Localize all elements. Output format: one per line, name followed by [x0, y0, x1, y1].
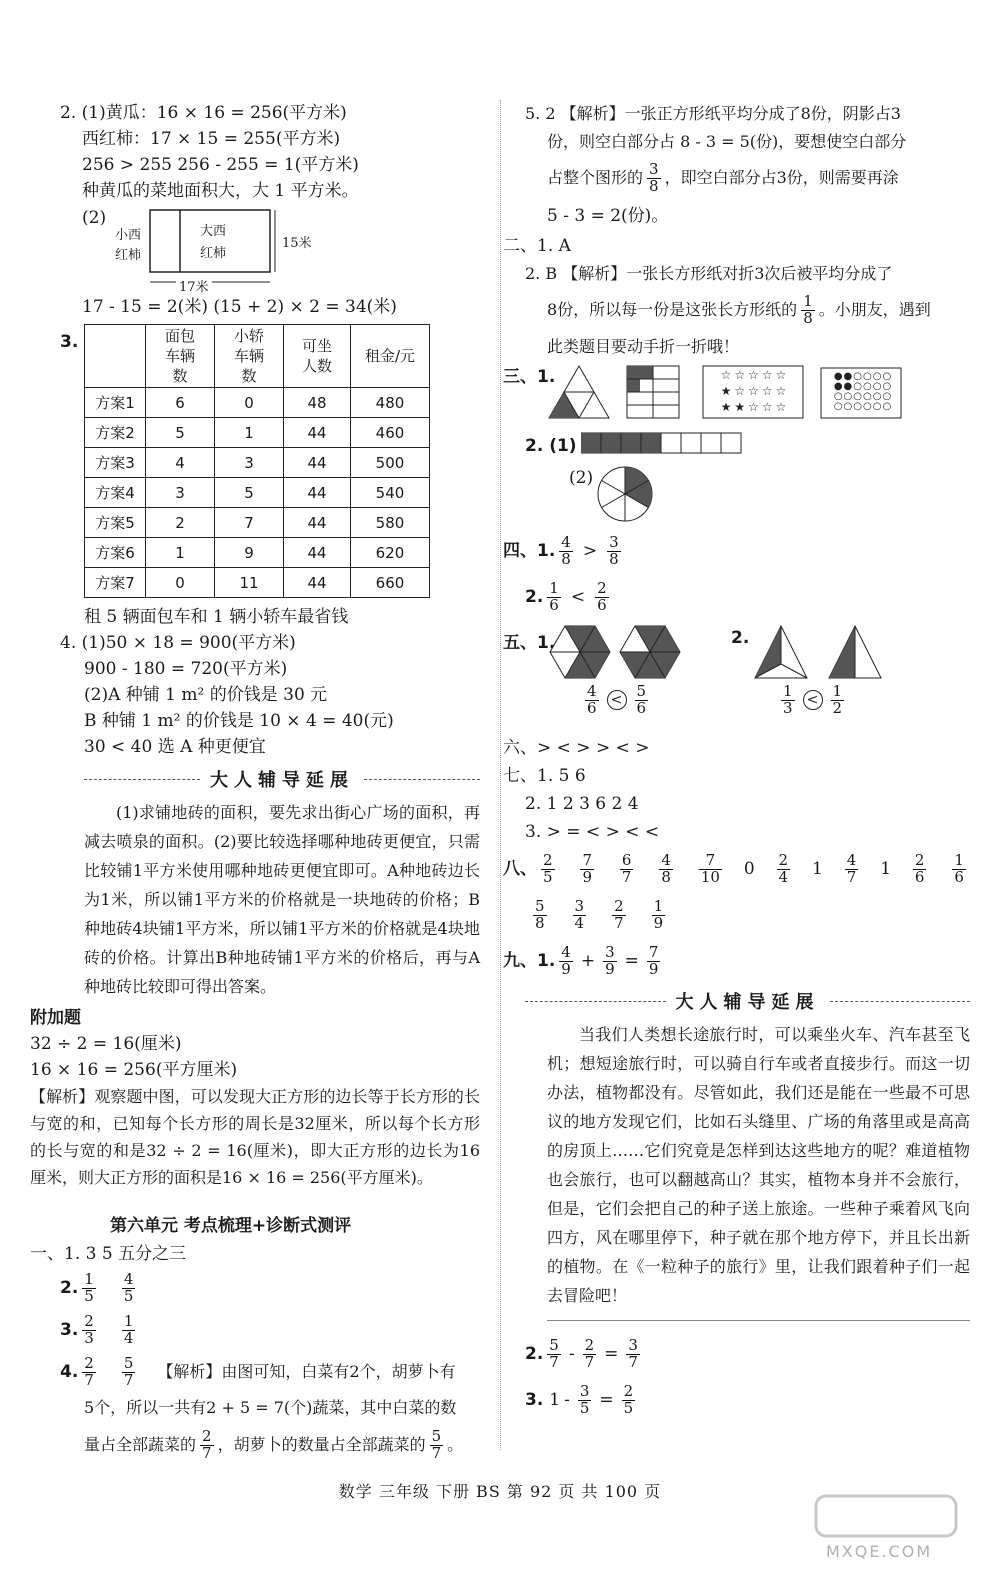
frac-den: 5	[579, 1398, 590, 1417]
frac-num: 4	[661, 850, 671, 869]
star-icon: ★★☆☆☆	[720, 400, 790, 414]
frac-den: 8	[649, 176, 659, 195]
header-cell	[85, 325, 146, 388]
frac-den: 9	[582, 867, 592, 886]
q2-line3: 256 > 255 256 - 255 = 1(平方米)	[82, 154, 359, 175]
table-cell: 4	[146, 448, 215, 478]
q5-line-a: 5. 2 【解析】一张正方形纸平均分成了8份，阴影占3	[525, 104, 901, 123]
frac-den: 6	[636, 698, 647, 717]
frac-num: 2	[614, 896, 624, 915]
s1-q4-analysis-c	[60, 1423, 480, 1467]
operator: =	[604, 1343, 619, 1364]
frac-den: 5	[623, 1398, 634, 1417]
table-header-row	[85, 325, 430, 388]
fraction	[607, 532, 621, 568]
s5-q1-compare	[581, 684, 652, 717]
watermark-text: MXQE.COM	[826, 1542, 933, 1561]
s3-figures	[503, 362, 970, 424]
s3-q2	[525, 430, 970, 464]
star-icon: ☆☆☆☆☆	[720, 368, 790, 382]
frac-num: 3	[574, 896, 585, 915]
s1-q3	[60, 1309, 480, 1351]
s1-q4	[60, 1351, 480, 1393]
analysis-text: ，胡萝卜的数量占全部蔬菜的	[217, 1435, 426, 1454]
fraction	[699, 850, 722, 886]
frac-num: 4	[561, 942, 571, 961]
comparison-symbol: >	[582, 540, 598, 561]
s8-row2	[525, 892, 970, 938]
s3-label: 三、1.	[503, 367, 556, 387]
fraction	[603, 942, 617, 978]
triangle-pair-svg	[753, 624, 903, 680]
small-area-label-b: 红柿	[115, 248, 142, 263]
s7-line3: 3. > = < > < <	[525, 821, 660, 842]
fraction	[626, 1335, 640, 1371]
fraction	[659, 850, 673, 886]
fraction	[845, 850, 859, 886]
operator: -	[568, 1343, 575, 1364]
table-cell: 480	[351, 388, 430, 418]
fraction	[622, 1381, 636, 1417]
frac-num: 6	[621, 850, 632, 869]
table-row	[85, 388, 430, 418]
garden-diagram	[60, 204, 480, 294]
comparison-symbol: <	[570, 586, 586, 607]
q4-line5: 30 < 40 选 A 种更便宜	[84, 736, 266, 757]
s8-row1	[503, 846, 970, 892]
answer-zero: 0	[743, 858, 755, 879]
frac-num: 4	[846, 850, 857, 869]
fraction	[635, 684, 649, 717]
fraction	[541, 850, 555, 886]
frac-den: 4	[574, 913, 585, 932]
paragraph-divider	[547, 1320, 970, 1321]
s2-line3	[525, 288, 970, 332]
header-cell	[215, 325, 284, 388]
frac-den: 6	[587, 698, 597, 717]
q4-line1: 4. (1)50 × 18 = 900(平方米)	[60, 632, 296, 653]
table-cell: 460	[351, 418, 430, 448]
frac-den: 7	[614, 913, 624, 932]
hexagon-figures-svg	[547, 624, 687, 680]
bar-figure-svg	[581, 432, 751, 454]
frac-den: 7	[846, 867, 857, 886]
q5-text: 占整个图形的	[547, 168, 644, 187]
header-cell	[146, 325, 215, 388]
s2-line1: 二、1. A	[503, 235, 571, 256]
q4-line4: B 种铺 1 m² 的价钱是 10 × 4 = 40(元)	[84, 710, 394, 731]
frac-den: 6	[954, 867, 964, 886]
fraction	[547, 578, 561, 614]
table-cell: 44	[284, 538, 351, 568]
s1-q2-label: 2.	[60, 1277, 79, 1298]
fraction	[82, 1311, 96, 1347]
s5-q2-label: 2.	[731, 628, 750, 648]
table-row	[85, 448, 430, 478]
unit-title: 第六单元 考点梳理+诊断式测评	[110, 1215, 352, 1236]
table-row	[85, 568, 430, 598]
q2-line1: 2. (1)黄瓜：16 × 16 = 256(平方米)	[60, 102, 347, 123]
frac-num: 5	[431, 1426, 442, 1445]
frac-den: 6	[597, 595, 607, 614]
table-cell: 44	[284, 418, 351, 448]
fraction	[801, 291, 815, 327]
q2-line2: 西红柿：17 × 15 = 255(平方米)	[82, 128, 341, 149]
tutor-banner-left	[84, 766, 480, 792]
table-row	[85, 508, 430, 538]
s1-line1: 一、1. 3 5 五分之三	[30, 1243, 187, 1264]
fraction	[559, 532, 573, 568]
frac-den: 7	[621, 867, 632, 886]
frac-den: 8	[803, 308, 813, 327]
frac-den: 2	[832, 698, 843, 717]
frac-den: 8	[661, 867, 671, 886]
fraction	[82, 1353, 96, 1389]
table-cell: 9	[215, 538, 284, 568]
frac-den: 9	[653, 913, 664, 932]
frac-num: 3	[605, 942, 615, 961]
frac-num: 2	[597, 578, 607, 597]
table-cell: 11	[215, 568, 284, 598]
table-cell: 5	[146, 418, 215, 448]
s2-text: 8份，所以每一份是这张长方形纸的	[547, 300, 798, 319]
frac-den: 3	[84, 1328, 94, 1347]
frac-num: 1	[803, 291, 813, 310]
fraction	[652, 896, 666, 932]
answer-one: 1	[880, 858, 892, 879]
fraction	[580, 850, 594, 886]
fraction	[585, 684, 599, 717]
s9-label: 九、1.	[503, 950, 556, 971]
s3-q2-label: 2. (1)	[525, 436, 577, 456]
frac-den: 7	[584, 1352, 595, 1371]
frac-den: 8	[535, 913, 545, 932]
star-grid	[707, 367, 803, 415]
frac-den: 5	[84, 1286, 94, 1305]
operator: =	[624, 950, 639, 971]
fraction	[547, 1335, 561, 1371]
table-cell: 2	[146, 508, 215, 538]
frac-num: 3	[579, 1381, 590, 1400]
banner-title: 大人辅导延展	[210, 770, 354, 791]
table-cell: 7	[215, 508, 284, 538]
table-cell: 1	[215, 418, 284, 448]
q5-line-b: 份，则空白部分占 8 - 3 = 5(份)，要想使空白部分	[547, 132, 907, 151]
q4-line2: 900 - 180 = 720(平方米)	[84, 658, 288, 679]
frac-num: 1	[84, 1269, 94, 1288]
frac-den: 8	[561, 549, 571, 568]
big-area-label-a: 大西	[200, 224, 227, 239]
big-area-label-b: 红柿	[200, 246, 227, 261]
table-cell: 3	[146, 478, 215, 508]
frac-den: 5	[123, 1286, 134, 1305]
fraction	[122, 1311, 136, 1347]
fraction	[122, 1269, 136, 1305]
q5-line-d: 5 - 3 = 2(份)。	[547, 205, 669, 226]
q5-text: ，即空白部分占3份，则需要再涂	[664, 168, 899, 187]
frac-num: 1	[783, 682, 793, 700]
s1-q4-analysis-b: 5个，所以一共有2 + 5 = 7(个)蔬菜，其中白菜的数	[84, 1398, 457, 1417]
q3-label: 3.	[525, 1389, 544, 1410]
header-text: 面包车辆数	[164, 327, 195, 385]
frac-den: 9	[605, 959, 615, 978]
height-label: 15米	[282, 236, 312, 251]
dot-icon: ●●○○○○	[833, 371, 893, 382]
s6-line: 六、> < > > < >	[503, 737, 650, 758]
q3-label: 3.	[60, 332, 79, 352]
s7-line2: 2. 1 2 3 6 2 4	[525, 793, 639, 814]
frac-num: 2	[84, 1311, 94, 1330]
header-text: 小轿车辆数	[233, 327, 264, 385]
s9-line1	[503, 938, 970, 984]
s2-text: 。小朋友，遇到	[818, 300, 931, 319]
table-cell: 500	[351, 448, 430, 478]
operator: -	[564, 1389, 570, 1410]
frac-num: 5	[535, 896, 545, 915]
s1-q3-label: 3.	[60, 1319, 79, 1340]
header-text: 可坐人数	[301, 337, 332, 375]
analysis-text: 。	[447, 1435, 464, 1454]
frac-den: 8	[609, 549, 619, 568]
q2-line5: 17 - 15 = 2(米) (15 + 2) × 2 = 34(米)	[82, 296, 397, 317]
analysis-text: 量占全部蔬菜的	[84, 1435, 197, 1454]
table-cell: 620	[351, 538, 430, 568]
frac-num: 1	[123, 1311, 134, 1330]
banner-title: 大人辅导延展	[675, 992, 820, 1013]
fraction	[647, 942, 661, 978]
q2-part2: (2)	[82, 208, 107, 228]
frac-num: 1	[549, 578, 559, 597]
compare-circle-lt: <	[803, 690, 823, 710]
table-cell: 方案6	[85, 538, 146, 568]
dot-grid	[825, 372, 901, 412]
s5-q2-compare	[777, 684, 848, 717]
frac-num: 2	[623, 1381, 634, 1400]
table-cell: 0	[215, 388, 284, 418]
banner-dash	[525, 1001, 666, 1002]
s3-q2-part2-label: (2)	[569, 468, 594, 488]
s4-line1	[503, 528, 970, 574]
s5-label: 五、1.	[503, 633, 556, 653]
s2-line2: 2. B 【解析】一张长方形纸对折3次后被平均分成了	[525, 264, 893, 283]
table-cell: 44	[284, 568, 351, 598]
s4-line2	[525, 574, 970, 620]
table-cell: 660	[351, 568, 430, 598]
frac-num: 3	[649, 159, 659, 178]
frac-num: 2	[914, 850, 925, 869]
table-row	[85, 538, 430, 568]
table-cell: 方案5	[85, 508, 146, 538]
s4-label: 四、1.	[503, 540, 556, 561]
table-row	[85, 418, 430, 448]
s3-q2-part2	[525, 464, 970, 522]
table-cell: 48	[284, 388, 351, 418]
frac-num: 3	[628, 1335, 638, 1354]
frac-num: 1	[653, 896, 664, 915]
table-cell: 方案7	[85, 568, 146, 598]
frac-num: 5	[123, 1353, 134, 1372]
operator: =	[599, 1389, 614, 1410]
frac-den: 6	[914, 867, 925, 886]
dot-icon: ○○○○○○	[833, 401, 893, 412]
fraction	[781, 684, 795, 717]
fraction	[430, 1426, 444, 1462]
q3-block	[60, 324, 480, 598]
table-cell: 5	[215, 478, 284, 508]
frac-den: 7	[123, 1370, 134, 1389]
frac-den: 7	[202, 1443, 212, 1462]
column-divider	[500, 100, 501, 1450]
q4-line3: (2)A 种铺 1 m² 的价钱是 30 元	[84, 684, 328, 705]
table-cell: 540	[351, 478, 430, 508]
frac-num: 5	[549, 1335, 559, 1354]
q2-label: 2.	[525, 1343, 544, 1364]
frac-num: 3	[609, 532, 619, 551]
fraction	[583, 1335, 597, 1371]
number-one: 1	[549, 1389, 561, 1410]
rental-plan-table	[84, 324, 430, 598]
watermark-logo	[812, 1492, 962, 1562]
circle-figure-svg	[597, 464, 657, 524]
q5-line-c	[525, 156, 970, 200]
tutor-paragraph-right: 当我们人类想长途旅行时，可以乘坐火车、汽车甚至飞机；想短途旅行时，可以骑自行车或者直接步行。而这一切办法，植物都没有。尽管如此，我们还是能在一些最不可思议的地方发现它们，比如石头缝里、广场的角落里或是高高的房顶上……它们究竟是怎样到达这些地方的呢？难道植物也会旅行，也可以翻越高山？其实，植物本身并不会旅行，但是，它们会把自己的种子送上旅途。一些种子乘着风飞向四方，风在哪里停下，种子就在那个地方停下，并且长出新的植物。在《一粒种子的旅行》里，让我们跟着种子们一起去冒险吧！	[547, 1025, 970, 1305]
dot-icon: ○○○○○○	[833, 391, 893, 402]
banner-dash	[84, 779, 200, 780]
header-cell	[284, 325, 351, 388]
frac-num: 2	[84, 1353, 94, 1372]
star-icon: ★☆☆☆☆	[720, 384, 790, 398]
fraction	[612, 896, 626, 932]
frac-num: 7	[582, 850, 592, 869]
q2-line4: 种黄瓜的菜地面积大，大 1 平方米。	[82, 180, 359, 201]
frac-num: 7	[648, 942, 659, 961]
q2-equation	[525, 1331, 970, 1377]
left-column	[30, 100, 480, 1467]
frac-den: 6	[549, 595, 559, 614]
frac-num: 1	[832, 682, 843, 700]
width-label: 17米	[176, 276, 212, 295]
frac-den: 9	[561, 959, 571, 978]
table-cell: 方案1	[85, 388, 146, 418]
table-cell: 6	[146, 388, 215, 418]
extra-title: 附加题	[30, 1007, 81, 1028]
operator: +	[580, 950, 596, 971]
fraction	[952, 850, 966, 886]
table-cell: 580	[351, 508, 430, 538]
frac-num: 2	[584, 1335, 595, 1354]
fraction	[559, 942, 573, 978]
fraction	[595, 578, 609, 614]
fraction	[831, 684, 845, 717]
dot-icon: ●●○○○○	[833, 381, 893, 392]
table-row	[85, 478, 430, 508]
table-cell: 44	[284, 508, 351, 538]
fraction	[200, 1426, 214, 1462]
frac-den: 3	[783, 698, 793, 717]
frac-num: 4	[561, 532, 571, 551]
s5-figures	[503, 624, 970, 724]
frac-num: 7	[705, 850, 716, 869]
frac-den: 7	[549, 1352, 559, 1371]
frac-num: 2	[778, 850, 789, 869]
s8-label: 八、	[503, 858, 537, 879]
header-cell: 租金/元	[351, 325, 430, 388]
q3-equation	[525, 1377, 970, 1423]
s2-line4: 此类题目要动手折一折哦！	[547, 337, 740, 356]
frac-num: 4	[587, 682, 597, 700]
extra-line2: 16 × 16 = 256(平方厘米)	[30, 1059, 238, 1080]
table-cell: 0	[146, 568, 215, 598]
s1-q4-label: 4.	[60, 1361, 79, 1382]
tutor-paragraph-left: (1)求铺地砖的面积，要先求出街心广场的面积，再减去喷泉的面积。(2)要比较选择哪种地砖更便宜，只需比较铺1平方米使用哪种地砖更便宜即可。A种地砖边长为1米，所以铺1平方米的价格就是一块地砖的价格；B种地砖4块铺1平方米，所以铺1平方米的价格就是4块地砖的价格。计算出B种地砖铺1平方米的价格后，再与A种地砖比较即可得出答案。	[84, 803, 480, 996]
fraction	[777, 850, 791, 886]
table-cell: 1	[146, 538, 215, 568]
extra-line1: 32 ÷ 2 = 16(厘米)	[30, 1033, 182, 1054]
banner-dash	[830, 1001, 971, 1002]
fraction	[533, 896, 547, 932]
tutor-banner-right	[525, 988, 970, 1014]
page-footer: 数学 三年级 下册 BS 第 92 页 共 100 页	[338, 1482, 662, 1501]
q3-conclusion: 租 5 辆面包车和 1 辆小轿车最省钱	[84, 606, 349, 627]
frac-num: 5	[636, 682, 647, 700]
fraction	[578, 1381, 592, 1417]
compare-circle-lt: <	[607, 690, 627, 710]
frac-den: 7	[431, 1443, 442, 1462]
fraction	[82, 1269, 96, 1305]
fraction	[620, 850, 634, 886]
frac-num: 1	[954, 850, 964, 869]
s1-q4-analysis-a: 【解析】由图可知，白菜有2个，胡萝卜有	[157, 1362, 456, 1381]
fraction	[122, 1353, 136, 1389]
extra-analysis: 【解析】观察题中图，可以发现大正方形的边长等于长方形的长与宽的和，已知每个长方形的周长是32厘米，所以每个长方形的长与宽的和是32 ÷ 2 = 16(厘米)，即大正方形的边长为16厘米，则大正方形的面积是16 × 16 = 256(平方厘米)。	[30, 1087, 480, 1187]
frac-den: 5	[543, 867, 553, 886]
frac-num: 2	[202, 1426, 212, 1445]
frac-den: 10	[700, 867, 720, 886]
table-cell: 3	[215, 448, 284, 478]
fraction	[913, 850, 927, 886]
table-cell: 方案3	[85, 448, 146, 478]
frac-num: 4	[123, 1269, 134, 1288]
frac-num: 2	[543, 850, 553, 869]
table-cell: 方案4	[85, 478, 146, 508]
fraction	[647, 159, 661, 195]
frac-den: 9	[648, 959, 659, 978]
banner-dash	[364, 779, 480, 780]
table-cell: 44	[284, 478, 351, 508]
answer-one: 1	[812, 858, 823, 879]
table-cell: 44	[284, 448, 351, 478]
right-column	[503, 100, 970, 1423]
frac-den: 7	[84, 1370, 94, 1389]
s1-q2	[60, 1267, 480, 1309]
fraction	[573, 896, 587, 932]
small-area-label-a: 小西	[115, 228, 142, 243]
table-cell: 方案2	[85, 418, 146, 448]
frac-den: 4	[778, 867, 789, 886]
s4-q2-label: 2.	[525, 586, 544, 607]
s7-line1: 七、1. 5 6	[503, 765, 586, 786]
frac-den: 7	[628, 1352, 638, 1371]
frac-den: 4	[123, 1328, 134, 1347]
